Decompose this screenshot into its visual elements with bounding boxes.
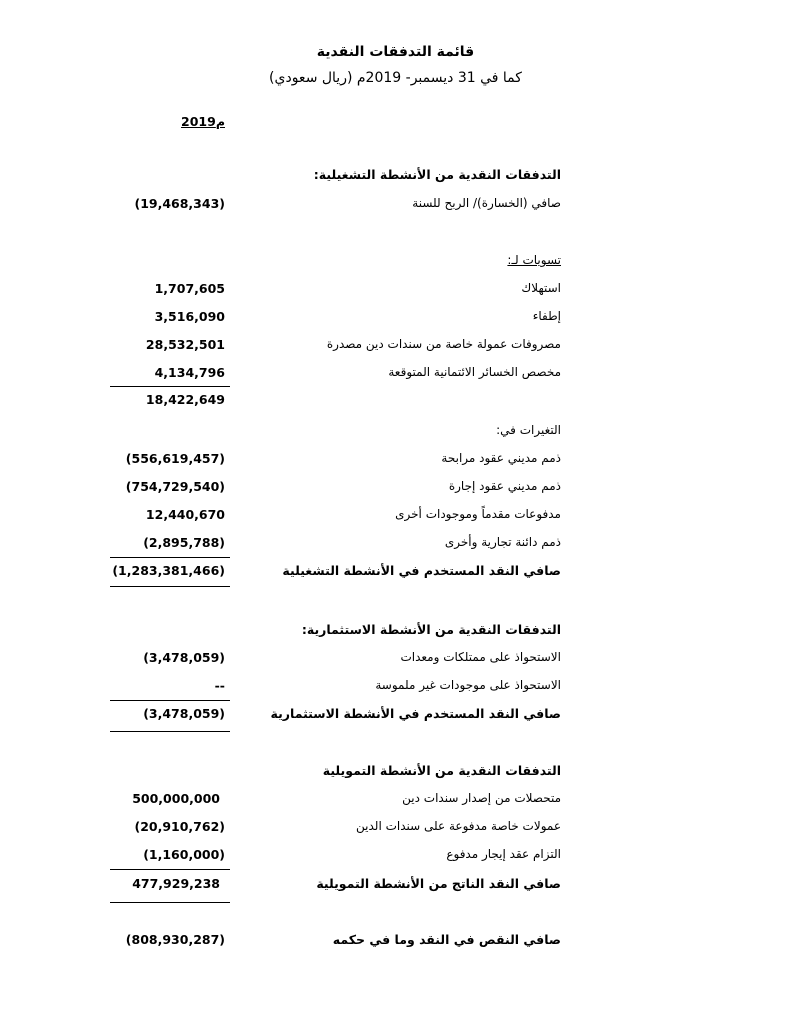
investing-item-label: الاستحواذ على موجودات غير ملموسة <box>375 678 561 692</box>
adjustment-value: 4,134,796 <box>154 365 225 380</box>
adjustment-value: 1,707,605 <box>154 281 225 296</box>
change-value: 12,440,670 <box>145 507 225 522</box>
investing-item-label: الاستحواذ على ممتلكات ومعدات <box>400 650 561 664</box>
adjustment-value: 3,516,090 <box>154 309 225 324</box>
adjustment-label: استهلاك <box>521 281 561 295</box>
adjustment-label: مخصص الخسائر الائتمانية المتوقعة <box>388 365 561 379</box>
operating-net-value: (1,283,381,466) <box>112 563 225 578</box>
change-label: ذمم دائنة تجارية وأخرى <box>444 535 561 549</box>
total-line <box>110 586 230 587</box>
adjustment-label: إطفاء <box>532 309 561 323</box>
financing-item-value: (1,160,000) <box>143 847 225 862</box>
subtotal-line <box>110 700 230 701</box>
investing-item-value: (3,478,059) <box>143 650 225 665</box>
total-line <box>110 731 230 732</box>
financing-heading: التدفقات النقدية من الأنشطة التمويلية <box>322 763 561 778</box>
total-line <box>110 902 230 903</box>
investing-item-value: -- <box>214 678 225 693</box>
change-value: (556,619,457) <box>125 451 225 466</box>
investing-heading: التدفقات النقدية من الأنشطة الاستثمارية: <box>301 622 561 637</box>
change-value: (2,895,788) <box>143 535 225 550</box>
net-decrease-label: صافي النقص في النقد وما في حكمه <box>332 932 561 947</box>
page-title: قائمة التدفقات النقدية <box>316 44 475 60</box>
adjustments-subtotal: 18,422,649 <box>145 392 225 407</box>
change-label: ذمم مديني عقود إجارة <box>448 479 561 493</box>
subtotal-line <box>110 557 230 558</box>
financing-net-label: صافي النقد الناتج من الأنشطة التمويلية <box>316 876 561 891</box>
change-value: (754,729,540) <box>125 479 225 494</box>
changes-heading: التغيرات في: <box>496 423 561 437</box>
operating-net-label: صافي النقد المستخدم في الأنشطة التشغيلية <box>282 563 561 578</box>
financing-net-value: 477,929,238 <box>132 876 220 891</box>
financing-item-label: عمولات خاصة مدفوعة على سندات الدين <box>356 819 561 833</box>
investing-net-label: صافي النقد المستخدم في الأنشطة الاستثمارية <box>270 706 561 721</box>
adjustments-heading: تسويات لـ: <box>507 253 561 267</box>
net-decrease-value: (808,930,287) <box>125 932 225 947</box>
year-column-header: 2019م <box>181 114 225 129</box>
net-loss-label: صافي (الخسارة)/ الربح للسنة <box>412 196 561 210</box>
financing-item-value: (20,910,762) <box>134 819 225 834</box>
financing-item-label: التزام عقد إيجار مدفوع <box>446 847 561 861</box>
change-label: مدفوعات مقدماً وموجودات أخرى <box>395 507 561 521</box>
net-loss-value: (19,468,343) <box>134 196 225 211</box>
adjustment-label: مصروفات عمولة خاصة من سندات دين مصدرة <box>326 337 561 351</box>
investing-net-value: (3,478,059) <box>143 706 225 721</box>
financing-item-value: 500,000,000 <box>132 791 220 806</box>
subtotal-line <box>110 869 230 870</box>
financing-item-label: متحصلات من إصدار سندات دين <box>402 791 561 805</box>
operating-heading: التدفقات النقدية من الأنشطة التشغيلية: <box>313 167 561 182</box>
page-subtitle: كما في 31 ديسمبر- 2019م (ريال سعودي) <box>269 70 522 86</box>
subtotal-line <box>110 386 230 387</box>
change-label: ذمم مديني عقود مرابحة <box>441 451 561 465</box>
adjustment-value: 28,532,501 <box>145 337 225 352</box>
